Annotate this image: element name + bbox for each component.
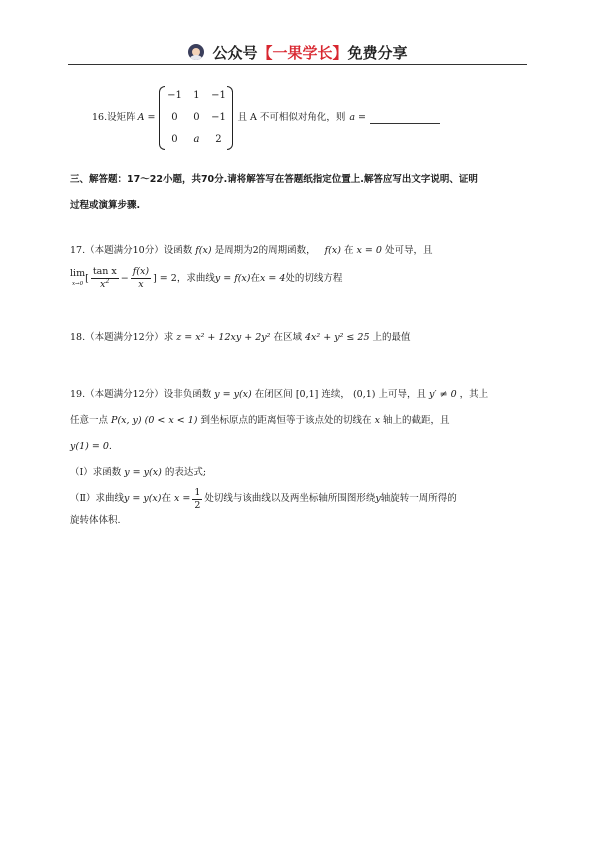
q17-text: 在	[343, 245, 354, 256]
matrix-cell: 0	[171, 112, 178, 123]
q19-text: 的表达式;	[164, 467, 207, 478]
header-bracket-open: 【	[257, 43, 273, 62]
q19-text: 处切线与该曲线以及两坐标轴所围图形绕	[204, 493, 376, 504]
q19-text: ，其上	[459, 389, 489, 400]
q19-text: 轴上的截距，且	[382, 415, 450, 426]
q16-answer-lhs: a =	[349, 112, 367, 123]
header-prefix: 公众号	[212, 43, 258, 62]
matrix-cell: −1	[211, 112, 226, 123]
q17-fx: f(x)	[195, 245, 212, 256]
question-18	[70, 330, 526, 346]
q19-line-2	[70, 408, 526, 434]
q17-text: 是周期为2的周期函数，	[214, 245, 316, 256]
q17-text: ，求曲线	[176, 272, 215, 284]
q19-ineq: y′ ≠ 0	[429, 389, 457, 400]
header-highlight: 一果学长	[272, 43, 333, 62]
q17-line-1	[70, 242, 526, 260]
header-bracket-close: 】	[332, 43, 348, 62]
frac-num: tan x	[92, 266, 117, 277]
q19-part-1	[70, 460, 526, 486]
question-19	[70, 382, 526, 534]
section-line-1: 三、解答题：17～22小题，共70分.请将解答写在答题纸指定位置上.解答应写出文字说明、证明	[70, 174, 478, 185]
q17-text: 处的切线方程	[285, 272, 343, 284]
q19-init: y(1) = 0	[70, 441, 109, 452]
section-line-2: 过程或演算步骤.	[70, 200, 141, 211]
q18-text: 上的最值	[372, 332, 411, 343]
fraction-tan	[91, 266, 119, 291]
q17-fx: f(x)	[324, 245, 341, 256]
q19-text: 到坐标原点的距离恒等于该点处的切线在	[200, 415, 372, 426]
header-suffix: 免费分享	[347, 43, 408, 62]
q18-text: 在区域	[273, 332, 302, 343]
section-heading	[70, 167, 526, 219]
matrix-cell: 0	[171, 134, 178, 145]
q19-interval: (0,1)	[352, 389, 376, 400]
q19-range: (0 < x < 1)	[144, 415, 198, 426]
q17-text: 17.（本题满分10分）设函数	[70, 245, 193, 256]
q19-text: 轴旋转一周所得的	[380, 493, 457, 504]
q19-text: （Ⅰ）求函数	[70, 467, 122, 478]
q19-point: P(x, y)	[111, 415, 142, 426]
question-17	[70, 242, 526, 291]
header-rule	[68, 64, 527, 65]
q19-text: 在闭区间	[254, 389, 293, 400]
q17-eq: ] = 2	[153, 272, 177, 284]
fraction-fx	[131, 266, 151, 291]
q16-label: 16.设矩阵	[92, 112, 136, 123]
q19-text: 19.（本题满分12分）设非负函数	[70, 389, 212, 400]
frac-den: x	[100, 279, 106, 290]
q16-text: 且 A 不可相似对角化，则	[237, 112, 346, 123]
q17-curve: y = f(x)	[214, 272, 251, 284]
frac-sup: 2	[105, 277, 110, 285]
q17-cond: x = 0	[356, 245, 382, 256]
q19-interval: [0,1]	[295, 389, 319, 400]
limit-symbol: lim	[70, 267, 86, 279]
q19-text: 连续，	[321, 389, 350, 400]
q19-text: .	[108, 441, 112, 452]
q19-yaxis: y	[375, 493, 381, 504]
q18-region: 4x² + y² ≤ 25	[305, 332, 370, 343]
q19-part-2-end: 旋转体体积.	[70, 515, 121, 526]
matrix-cell: −1	[167, 90, 182, 101]
matrix-cell: −1	[211, 90, 226, 101]
frac-num: f(x)	[132, 266, 150, 277]
matrix-a	[159, 86, 233, 150]
q19-text: 上可导，且	[378, 389, 427, 400]
matrix-cell: 2	[215, 134, 222, 145]
fraction-half	[192, 487, 202, 512]
q17-xval: x = 4	[260, 272, 286, 284]
q17-line-2: lim x→0 [ $\frac{\text{tan x}}{x^2}$ − $\frac{f(x)}{x}$ ] = 2 ，求曲线 y = f(x) 在 x = 4 处的切线方程	[70, 266, 343, 290]
q19-yfun: y = y(x)	[214, 389, 252, 400]
q19-text: （Ⅱ）求曲线	[70, 493, 124, 504]
page-header	[0, 40, 596, 64]
matrix-cell: 1	[193, 90, 200, 101]
frac-den: 2	[194, 499, 201, 511]
q19-line-3	[70, 434, 526, 460]
q17-text: 处可导，且	[384, 245, 433, 256]
q17-text: 在	[250, 272, 260, 284]
avatar-icon	[188, 44, 204, 60]
question-16	[92, 86, 548, 150]
q16-lhs: A =	[137, 112, 156, 123]
limit-sub: x→0	[71, 280, 84, 287]
q19-line-1	[70, 382, 526, 408]
matrix-cell: a	[193, 134, 200, 145]
q19-text: 在	[161, 493, 171, 504]
limit	[70, 269, 85, 289]
q19-yfun: y = y(x)	[124, 467, 162, 478]
q19-yfun: y = y(x)	[123, 493, 162, 504]
q19-text: 任意一点	[70, 415, 109, 426]
answer-blank	[370, 113, 440, 124]
q18-label: 18.（本题满分12分）求	[70, 332, 174, 343]
q18-expr: z = x² + 12xy + 2y²	[176, 332, 271, 343]
q19-x: x =	[174, 493, 191, 504]
frac-num: 1	[194, 486, 201, 498]
frac-den: x	[138, 279, 144, 290]
q19-xaxis: x	[374, 415, 380, 426]
matrix-cell: 0	[193, 112, 200, 123]
